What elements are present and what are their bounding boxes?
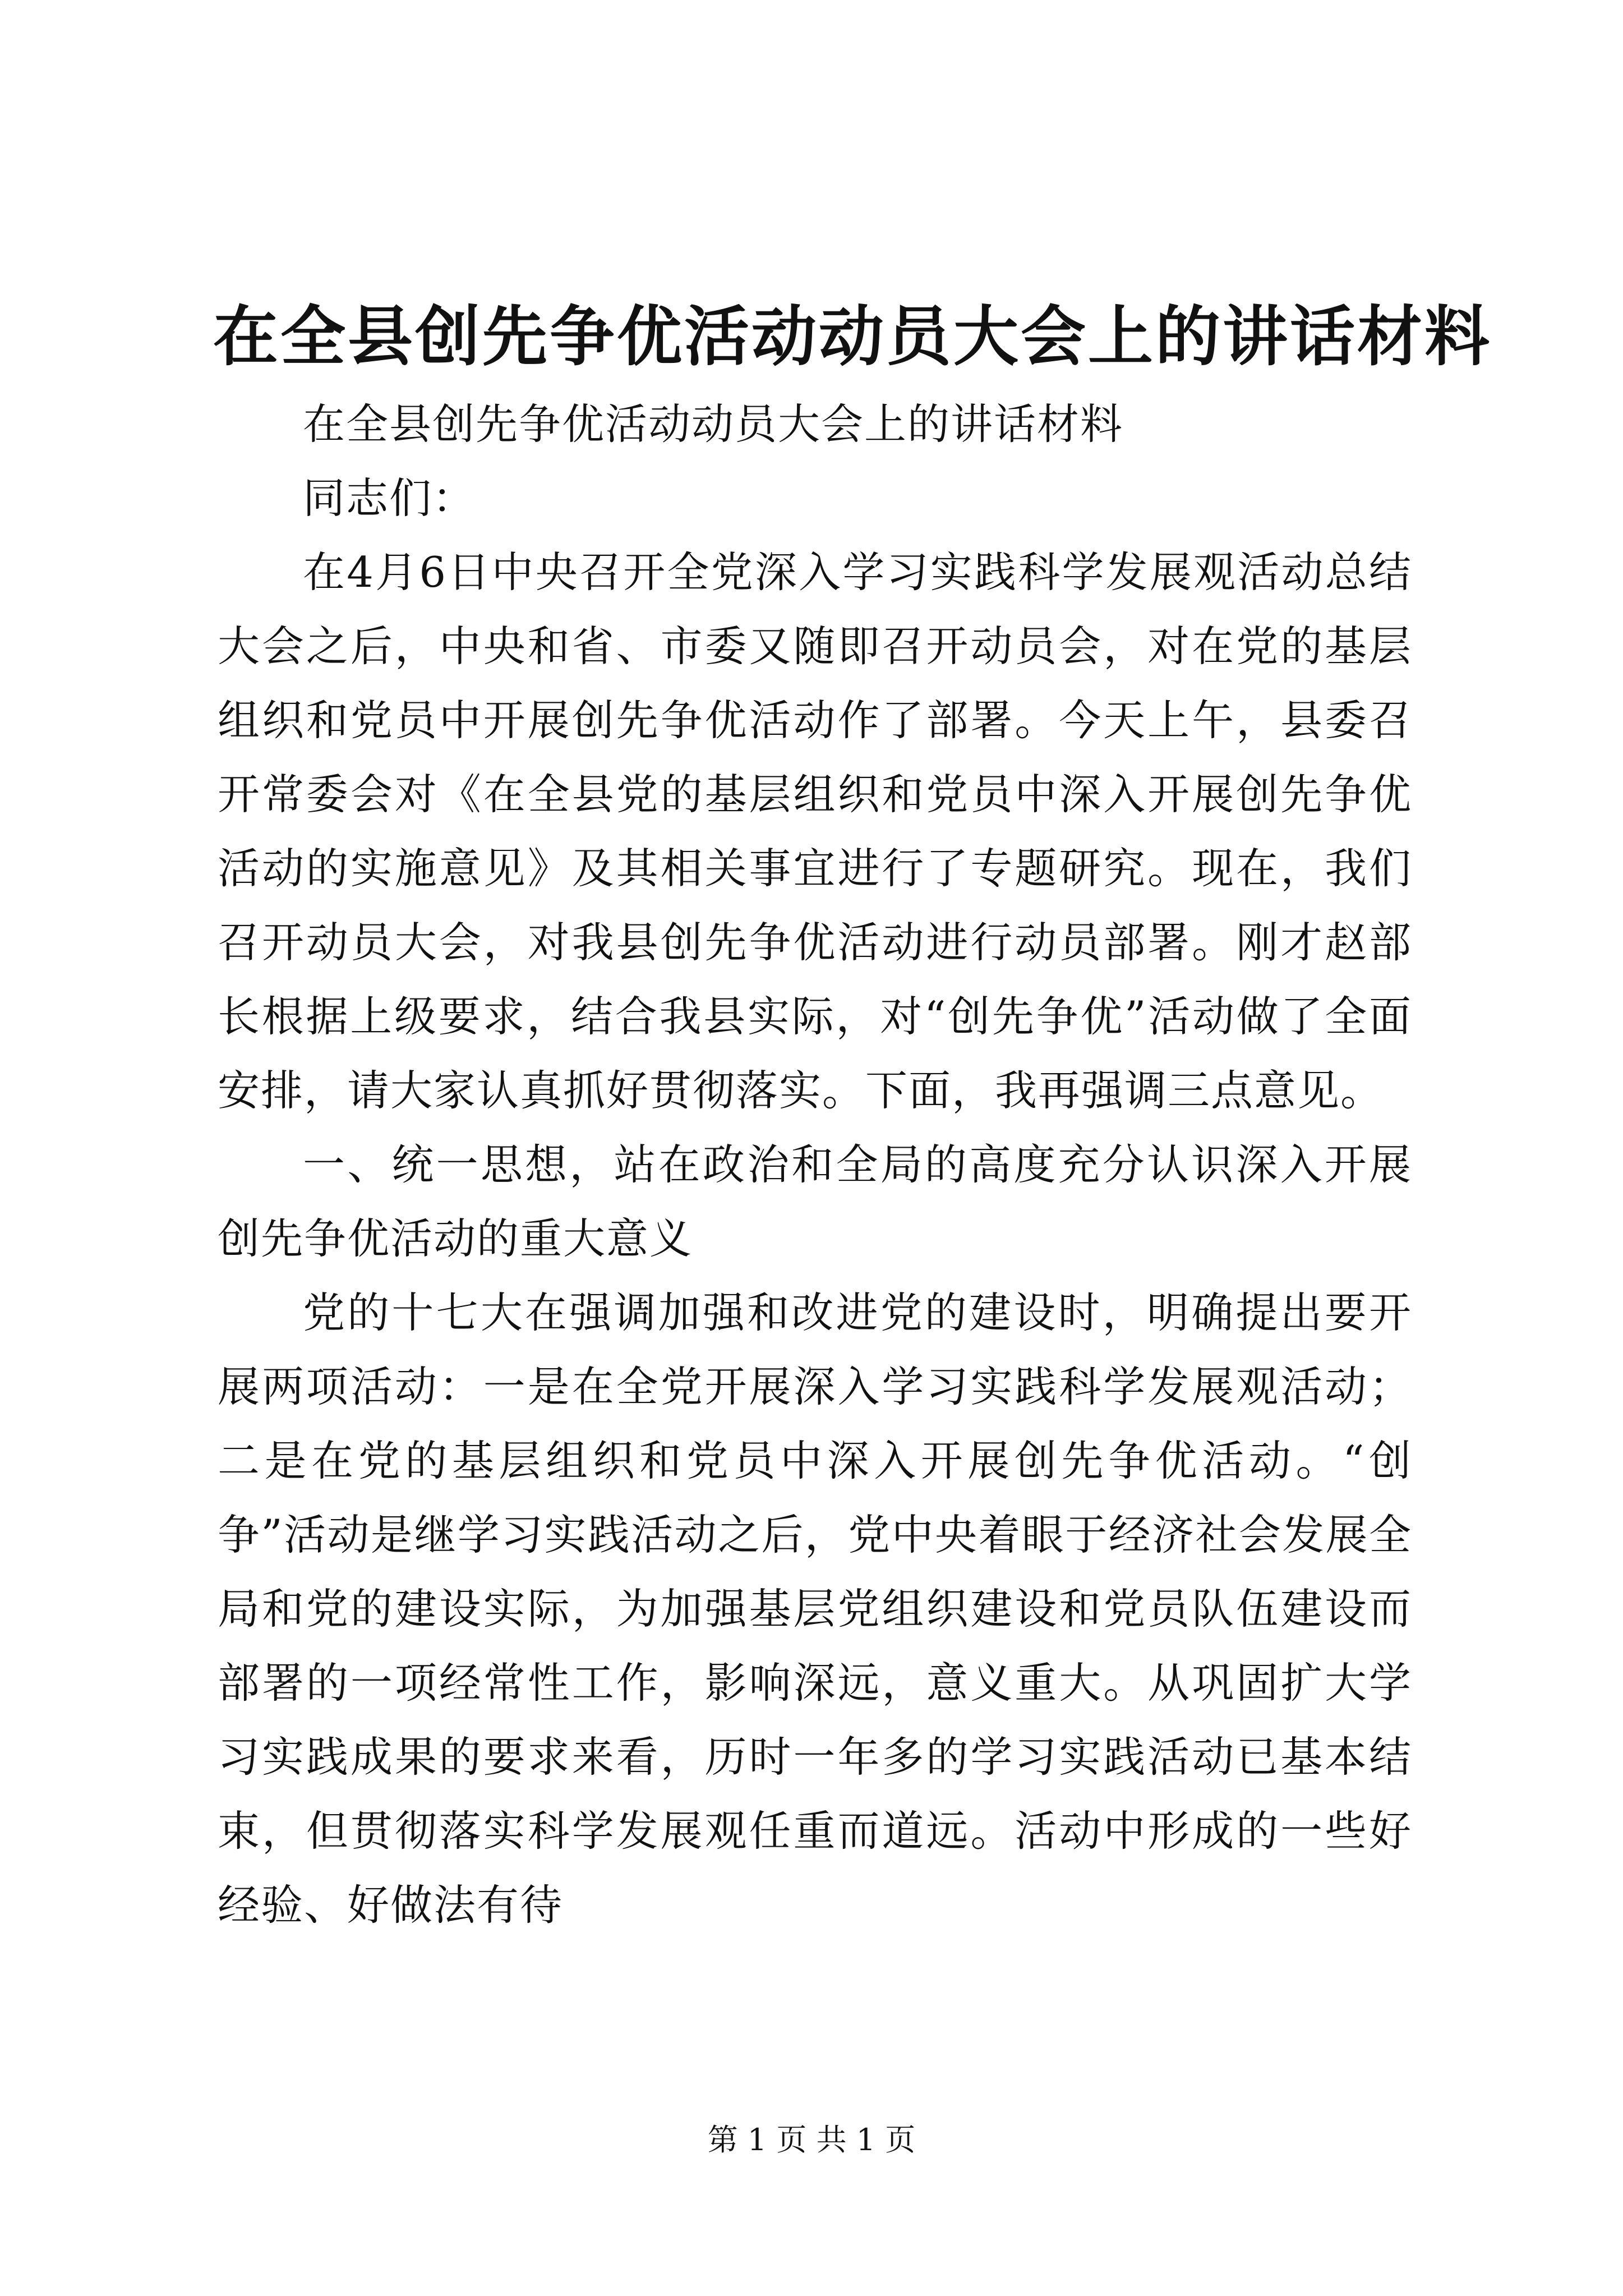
section-body-paragraph: 党的十七大在强调加强和改进党的建设时，明确提出要开展两项活动：一是在全党开展深入学习实践科学发展观活动；二是在党的基层组织和党员中深入开展创先争优活动。“创争”活动是继学习实践活动之后，党中央着眼于经济社会发展全局和党的建设实际，为加强基层党组织建设和党员队伍建设而部署的一项经常性工作，影响深远，意义重大。从巩固扩大学习实践成果的要求来看，历时一年多的学习实践活动已基本结束，但贯彻落实科学发展观任重而道远。活动中形成的一些好经验、好做法有待 <box>218 1288 1412 1930</box>
salutation-paragraph: 同志们： <box>303 473 476 523</box>
section-heading-paragraph: 一、统一思想，站在政治和全局的高度充分认识深入开展创先争优活动的重大意义 <box>218 1140 1412 1263</box>
subtitle-paragraph: 在全县创先争优活动动员大会上的讲话材料 <box>303 399 1124 449</box>
intro-paragraph: 在4月6日中央召开全党深入学习实践科学发展观活动总结大会之后，中央和省、市委又随即召开动员会，对在党的基层组织和党员中开展创先争优活动作了部署。今天上午，县委召开常委会对《在全县党的基层组织和党员中深入开展创先争优活动的实施意见》及其相关事宜进行了专题研究。现在，我们召开动员大会，对我县创先争优活动进行动员部署。刚才赵部长根据上级要求，结合我县实际，对“创先争优”活动做了全面安排，请大家认真抓好贯彻落实。下面，我再强调三点意见。 <box>218 547 1412 1115</box>
document-body <box>218 387 1412 1942</box>
document-title: 在全县创先争优活动动员大会上的讲话材料 <box>213 298 1492 375</box>
page-footer: 第 1 页 共 1 页 <box>707 2122 916 2157</box>
